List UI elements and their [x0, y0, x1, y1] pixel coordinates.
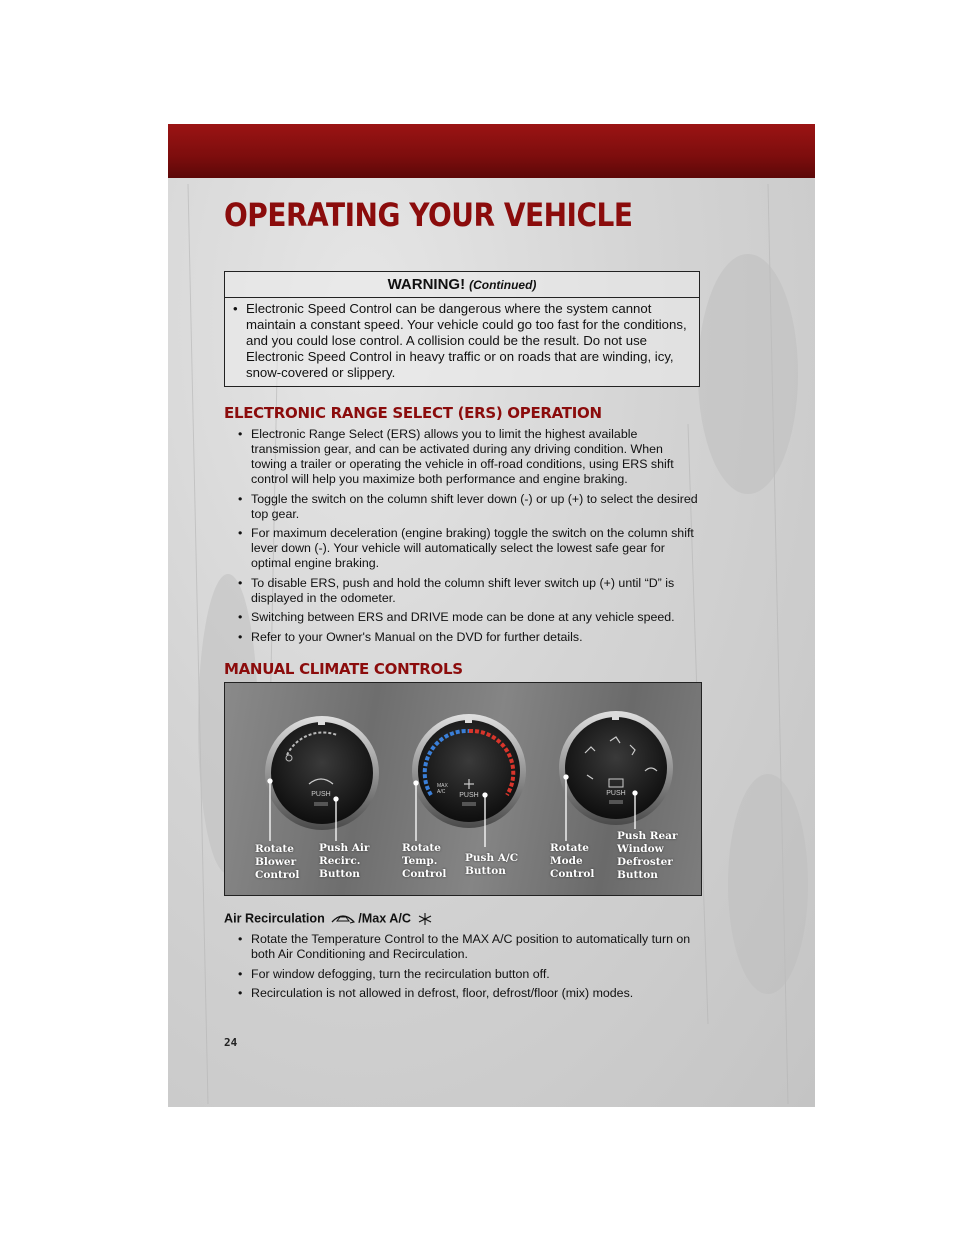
page-number: 24	[224, 1036, 238, 1049]
label-rotate-temp: Rotate Temp. Control	[402, 842, 447, 880]
list-item: • For window defogging, turn the recirculation button off.	[238, 967, 700, 982]
push-label: PUSH	[606, 790, 626, 797]
warning-box	[224, 271, 700, 387]
list-item: • Electronic Range Select (ERS) allows you to limit the highest available transmission gear, and can be activated during any driving condition. When towing a trailer or operating the vehicle in off-road conditions, using ERS shift control will help you maximize both performance and engine braking.	[238, 427, 700, 487]
recirc-icon	[328, 912, 358, 926]
recirc-label: Air Recirculation	[224, 911, 325, 926]
warning-title: WARNING!	[387, 276, 466, 293]
recirc-subheading	[224, 911, 435, 927]
blower-knob[interactable]	[265, 716, 379, 830]
push-label: PUSH	[311, 791, 331, 798]
climate-heading: MANUAL CLIMATE CONTROLS	[224, 660, 463, 678]
climate-controls-photo	[224, 682, 702, 896]
page-title: OPERATING YOUR VEHICLE	[224, 196, 633, 234]
warning-continued: (Continued)	[469, 278, 537, 292]
list-item: • Toggle the switch on the column shift lever down (-) or up (+) to select the desired top gear.	[238, 492, 700, 522]
max-ac-label: MAX A/C	[437, 783, 448, 795]
label-rotate-mode: Rotate Mode Control	[550, 842, 595, 880]
list-item: • Recirculation is not allowed in defrost, floor, defrost/floor (mix) modes.	[238, 986, 700, 1001]
list-item: • Switching between ERS and DRIVE mode can be done at any vehicle speed.	[238, 610, 700, 625]
label-push-rear-defroster: Push Rear Window Defroster Button	[617, 830, 678, 881]
recirc-list	[238, 932, 700, 1006]
warning-header	[225, 272, 699, 298]
label-rotate-blower: Rotate Blower Control	[255, 843, 300, 881]
warning-text: • Electronic Speed Control can be dangerous where the system cannot maintain a constant speed. Your vehicle could go too fast for the conditions, and you could lose control. A collision could be the result. Do not use Electronic Speed Control in heavy traffic or on roads that are winding, icy, snow-covered or slippery.	[233, 301, 693, 381]
ers-heading: ELECTRONIC RANGE SELECT (ERS) OPERATION	[224, 404, 602, 422]
label-push-ac: Push A/C Button	[465, 852, 519, 877]
list-item: • For maximum deceleration (engine braking) toggle the switch on the column shift lever down (-). Your vehicle will automatically select the lowest safe gear for optimal engine braking.	[238, 526, 700, 571]
ers-list	[238, 427, 700, 650]
list-item: • Rotate the Temperature Control to the MAX A/C position to automatically turn on both Air Conditioning and Recirculation.	[238, 932, 700, 962]
snowflake-icon	[415, 911, 435, 927]
list-item: • To disable ERS, push and hold the column shift lever switch up (+) until “D” is displayed in the odometer.	[238, 576, 700, 606]
mode-knob[interactable]	[559, 711, 673, 825]
push-label: PUSH	[459, 792, 479, 799]
list-item: • Refer to your Owner's Manual on the DVD for further details.	[238, 630, 700, 645]
header-band	[168, 124, 815, 178]
manual-page	[168, 124, 815, 1107]
temperature-knob[interactable]	[412, 714, 526, 828]
label-push-air-recirc: Push Air Recirc. Button	[319, 842, 370, 880]
max-ac-text: /Max A/C	[358, 911, 411, 926]
